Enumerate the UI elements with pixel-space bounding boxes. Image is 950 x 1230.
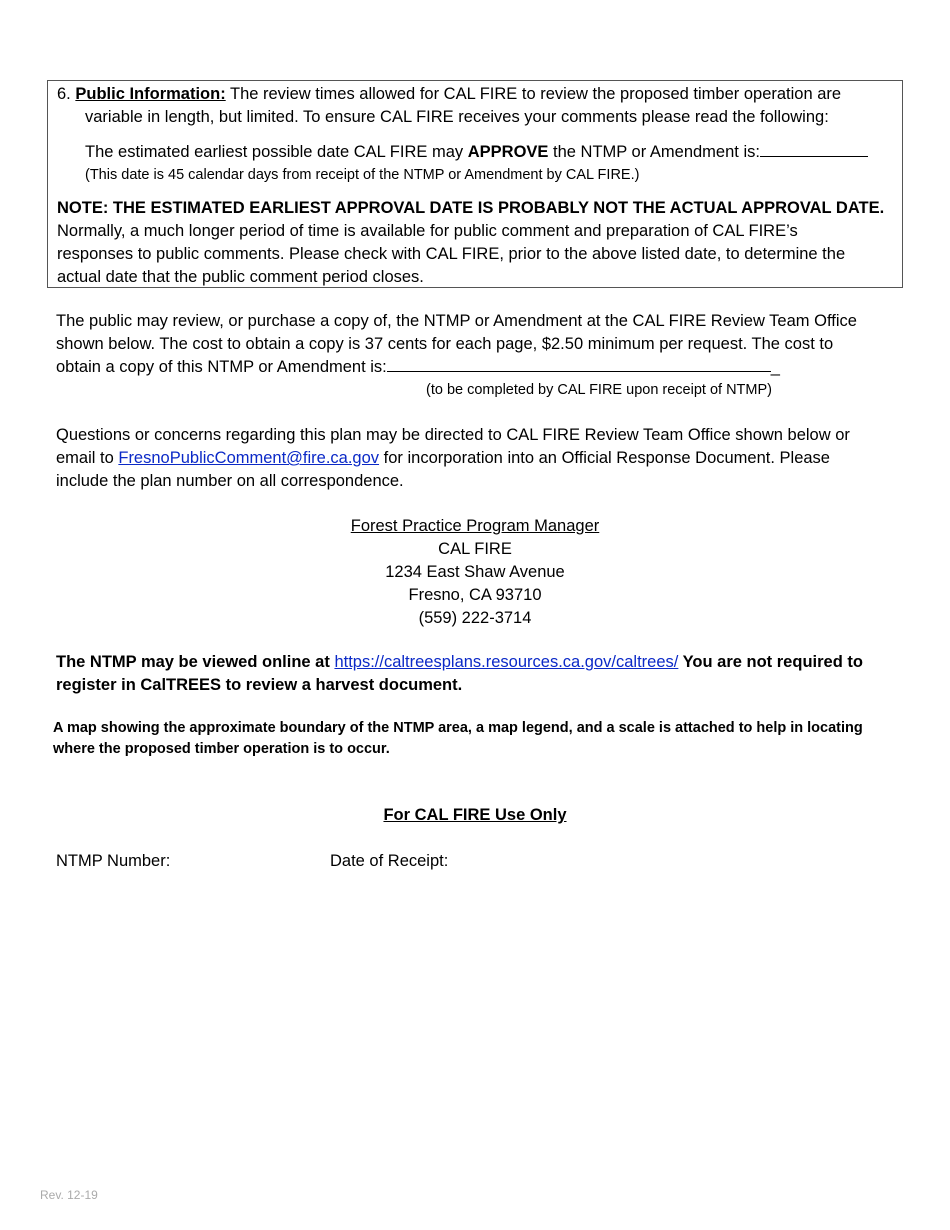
copy-cost-label: obtain a copy of this NTMP or Amendment is: (56, 358, 387, 376)
questions-email-pre: email to (56, 449, 119, 467)
estimate-post: the NTMP or Amendment is: (548, 143, 760, 161)
map-note-line-1: A map showing the approximate boundary of the NTMP area, a map legend, and a scale is attached to help in locating (53, 720, 863, 736)
section-intro-1: The review times allowed for CAL FIRE to review the proposed timber operation are (230, 85, 842, 103)
questions-line-2 (56, 447, 896, 470)
copy-info-paragraph (56, 310, 896, 379)
revision-footer: Rev. 12-19 (40, 1188, 98, 1202)
map-note (53, 718, 863, 760)
section-6-first-line (57, 83, 841, 106)
section-number: 6. (57, 85, 71, 103)
note-line-3: actual date that the public comment period closes. (57, 268, 424, 286)
copy-info-line-2: shown below. The cost to obtain a copy is 37 cents for each page, $2.50 minimum per request. The cost to (56, 335, 834, 353)
online-line-1 (56, 651, 896, 674)
questions-email-post: for incorporation into an Official Response Document. Please (379, 449, 830, 467)
note-line-1: Normally, a much longer period of time is available for public comment and preparation of CAL FIRE’s (57, 222, 798, 240)
office-title: Forest Practice Program Manager (350, 517, 600, 535)
completion-note: (to be completed by CAL FIRE upon receipt of NTMP) (426, 382, 772, 398)
online-line-2: register in CalTREES to review a harvest document. (56, 676, 463, 694)
office-phone: (559) 222-3714 (418, 609, 532, 627)
online-paragraph (56, 651, 896, 697)
online-pre: The NTMP may be viewed online at (56, 653, 335, 671)
approve-word: APPROVE (467, 143, 549, 161)
ntmp-number-label: NTMP Number: (56, 852, 171, 870)
note-heading: NOTE: THE ESTIMATED EARLIEST APPROVAL DATE IS PROBABLY NOT THE ACTUAL APPROVAL DATE. (57, 199, 885, 217)
copy-info-line-1: The public may review, or purchase a copy of, the NTMP or Amendment at the CAL FIRE Review Team Office (56, 312, 857, 330)
estimate-pre: The estimated earliest possible date CAL FIRE may (85, 143, 468, 161)
office-city: Fresno, CA 93710 (408, 586, 542, 604)
copy-cost-blank (387, 370, 771, 372)
map-note-line-2: where the proposed timber operation is to occur. (53, 741, 390, 757)
online-post: You are not required to (678, 653, 863, 671)
approval-date-blank (760, 155, 868, 157)
copy-info-line-3 (56, 356, 896, 379)
office-org: CAL FIRE (438, 540, 512, 558)
public-information-box (47, 80, 903, 288)
date-of-receipt-label: Date of Receipt: (330, 852, 449, 870)
note-line-2: responses to public comments. Please check with CAL FIRE, prior to the above listed date, to determine the (57, 245, 846, 263)
section-intro-2: variable in length, but limited. To ensure CAL FIRE receives your comments please read the following: (85, 108, 829, 126)
estimate-note: (This date is 45 calendar days from receipt of the NTMP or Amendment by CAL FIRE.) (85, 167, 640, 183)
questions-line-3: include the plan number on all correspondence. (56, 472, 404, 490)
office-street: 1234 East Shaw Avenue (385, 563, 565, 581)
copy-cost-tail: _ (770, 358, 780, 376)
office-address (0, 515, 950, 630)
estimated-date-line (85, 141, 868, 164)
section-heading: Public Information: (75, 85, 226, 103)
office-use-heading: For CAL FIRE Use Only (383, 806, 567, 824)
questions-paragraph (56, 424, 896, 493)
questions-line-1: Questions or concerns regarding this plan may be directed to CAL FIRE Review Team Office shown below or (56, 426, 850, 444)
caltrees-url-link[interactable]: https://caltreesplans.resources.ca.gov/caltrees/ (334, 653, 679, 671)
public-comment-email-link[interactable]: FresnoPublicComment@fire.ca.gov (118, 449, 380, 467)
